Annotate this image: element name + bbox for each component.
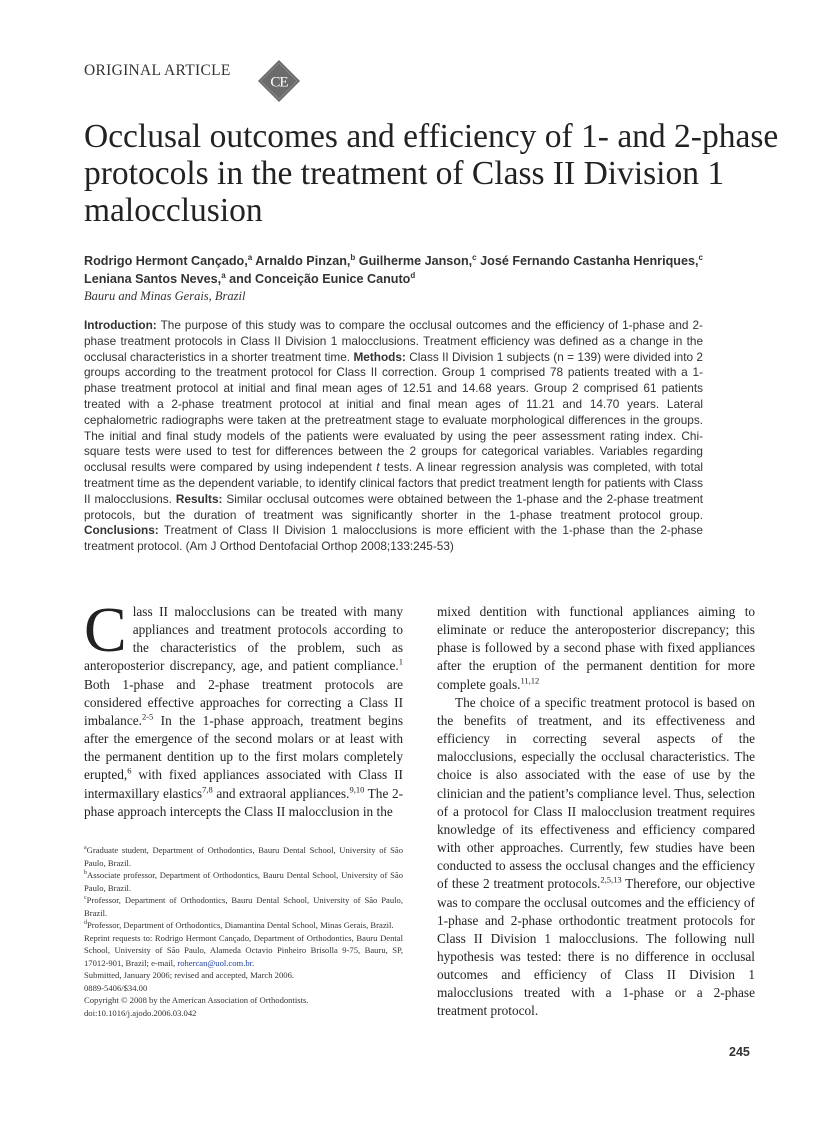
body-column-right xyxy=(437,603,755,1021)
author-affiliation-mark: d xyxy=(410,270,416,280)
footnote-submitted: Submitted, January 2006; revised and accepted, March 2006. xyxy=(84,970,295,980)
abstract-results-label: Results: xyxy=(175,491,223,506)
footnote-reprint: Reprint requests to: Rodrigo Hermont Cançado, Department of Orthodontics, Bauru Dental School, University of São Paulo, Alameda Octavio Pinheiro Brisolla 9-75, Bauru, SP, 17012-901, Brazil; e-mail, rohercan@uol.com.br. xyxy=(84,932,403,968)
abstract-t-italic: t xyxy=(376,460,380,475)
citation: 1 xyxy=(398,657,403,668)
footnote-affiliation: $^d$Professor, Department of Orthodontics, Diamantina Dental School, Minas Gerais, Brazil. xyxy=(84,920,394,930)
author-list xyxy=(84,252,754,288)
abstract-methods-cont: tests. A linear regression analysis was completed, with total treatment time as the dependent variable, to identify clinical factors that predict treatment length for patients with Class II malocclusions. xyxy=(84,460,703,506)
footnote-affiliation: $^b$Associate professor, Department of Orthodontics, Bauru Dental School, University of São Paulo, Brazil. xyxy=(84,870,403,893)
citation: 2-5 xyxy=(141,711,154,722)
footnote-affiliation: $^a$Graduate student, Department of Orthodontics, Bauru Dental School, University of São Paulo, Brazil. xyxy=(84,845,403,868)
abstract-introduction: The purpose of this study was to compare the occlusal outcomes and the efficiency of 1-phase and 2-phase treatment protocols in Class II Division 1 malocclusions. Treatment efficiency was defined as a change in the occlusal characteristics in a shorter treatment time. xyxy=(84,318,703,364)
article-title: Occlusal outcomes and efficiency of 1- and 2-phase protocols in the treatment of Class II Division 1 malocclusion xyxy=(84,118,779,229)
citation: 2,5,13 xyxy=(600,874,622,885)
abstract-methods-label: Methods: xyxy=(353,349,406,364)
abstract-conclusions-label: Conclusions: xyxy=(84,523,159,538)
author-name: and Conceição Eunice Canuto xyxy=(229,272,411,286)
author-affiliation-mark: a xyxy=(247,252,253,262)
citation: 11,12 xyxy=(520,675,540,686)
body-paragraph: The choice of a specific treatment protocol is based on the benefits of treatment, and its effectiveness and efficiency in correcting several aspects of the malocclusions, especially the occlusal characteristics. The choice is also associated with the ease of use by the clinician and the patient’s compliance level. Thus, selection of a protocol for Class II malocclusion treatment requires knowledge of its effectiveness and efficiency compared with other approaches. Currently, few studies have been conducted to assess the occlusal changes and the efficiency of these 2 treatment protocols.$^{2,5,13}$ Therefore, our objective was to compare the occlusal outcomes and the efficiency of 1-phase and 2-phase orthodontic treatment protocols for Class II Division 1 malocclusions. The following null hypothesis was tested: there is no difference in occlusal outcomes and efficiency of Class II Division 1 malocclusions treated with a 1-phase or a 2-phase treatment protocol. xyxy=(437,694,755,1019)
author-name: José Fernando Castanha Henriques, xyxy=(480,254,699,268)
drop-cap: C xyxy=(84,594,127,665)
author-name: Leniana Santos Neves, xyxy=(84,272,222,286)
ce-logo xyxy=(257,59,301,103)
author-name: Arnaldo Pinzan, xyxy=(255,254,351,268)
footnote-affiliation: $^c$Professor, Department of Orthodontics, Bauru Dental School, University of São Paulo, Brazil. xyxy=(84,895,403,918)
page-number: 245 xyxy=(729,1045,750,1059)
citation: 7,8 xyxy=(202,784,213,795)
footnotes xyxy=(84,844,403,1019)
footnote-price: 0889-5406/$34.00 xyxy=(84,982,148,993)
author-location: Bauru and Minas Gerais, Brazil xyxy=(84,289,246,303)
footnote-doi: doi:10.1016/j.ajodo.2006.03.042 xyxy=(84,1007,197,1018)
email-link[interactable]: rohercan@uol.com.br xyxy=(177,957,253,968)
abstract-introduction-label: Introduction: xyxy=(84,318,157,332)
section-label: ORIGINAL ARTICLE xyxy=(84,62,231,79)
author-affiliation-mark: c xyxy=(472,252,477,262)
footnote-copyright: Copyright © 2008 by the American Association of Orthodontists. xyxy=(84,995,309,1005)
abstract-conclusions: Treatment of Class II Division 1 malocclusions is more efficient with the 1-phase than the 2-phase treatment protocol. (Am J Orthod Dentofacial Orthop 2008;133:245-53) xyxy=(84,523,703,554)
body-column-left xyxy=(84,594,404,821)
body-paragraph: mixed dentition with functional appliances aiming to eliminate or reduce the anteroposterior discrepancy; this phase is followed by a second phase with fixed appliances after the eruption of the permanent dentition for more complete goals.$^{11,12}$ xyxy=(437,604,756,692)
abstract xyxy=(84,318,703,555)
author-affiliation-mark: b xyxy=(350,252,356,262)
author-name: Rodrigo Hermont Cançado, xyxy=(84,254,248,268)
author-affiliation-mark: a xyxy=(221,270,226,280)
citation: 6 xyxy=(127,765,132,776)
body-paragraph: Class II malocclusions can be treated with many appliances and treatment protocols according to the characteristics of the problem, such as anteroposterior discrepancy, age, and patient compliance.$^1$ Both 1-phase and 2-phase treatment protocols are considered effective approaches for correcting a Class II imbalance.$^{2-5}$ In the 1-phase approach, treatment begins after the emergence of the second molars or at least with the permanent dentition up to the first molars completely erupted,$^6$ with fixed appliances associated with Class II intermaxillary elastics$^{7,8}$ and extraoral appliances.$^{9,10}$ The 2-phase approach intercepts the Class II malocclusion in the xyxy=(84,594,404,819)
author-name: Guilherme Janson, xyxy=(358,254,473,268)
abstract-results: Similar occlusal outcomes were obtained between the 1-phase and the 2-phase treatment protocols, but the duration of treatment was significantly shorter in the 1-phase treatment protocol group. xyxy=(84,491,704,522)
author-affiliation-mark: c xyxy=(698,252,703,262)
logo-text: CE xyxy=(270,74,288,91)
citation: 9,10 xyxy=(349,784,365,795)
abstract-methods: Class II Division 1 subjects (n = 139) were divided into 2 groups according to the treatment protocol for Class II correction. Group 1 comprised 78 patients treated with a 1-phase treatment protocol at initial and final mean ages of 12.51 and 14.68 years. Group 2 comprised 61 patients treated with a 2-phase treatment protocol at initial and final mean ages of 11.21 and 14.70 years. Lateral cephalometric radiographs were taken at the pretreatment stage to evaluate morphological differences in the groups. The initial and final study models of the patients were evaluated by using the peer assessment rating index. Chi-square tests were used to test for differences between the 2 groups for categorical variables. Variables regarding occlusal results were compared by using independent xyxy=(84,349,703,475)
